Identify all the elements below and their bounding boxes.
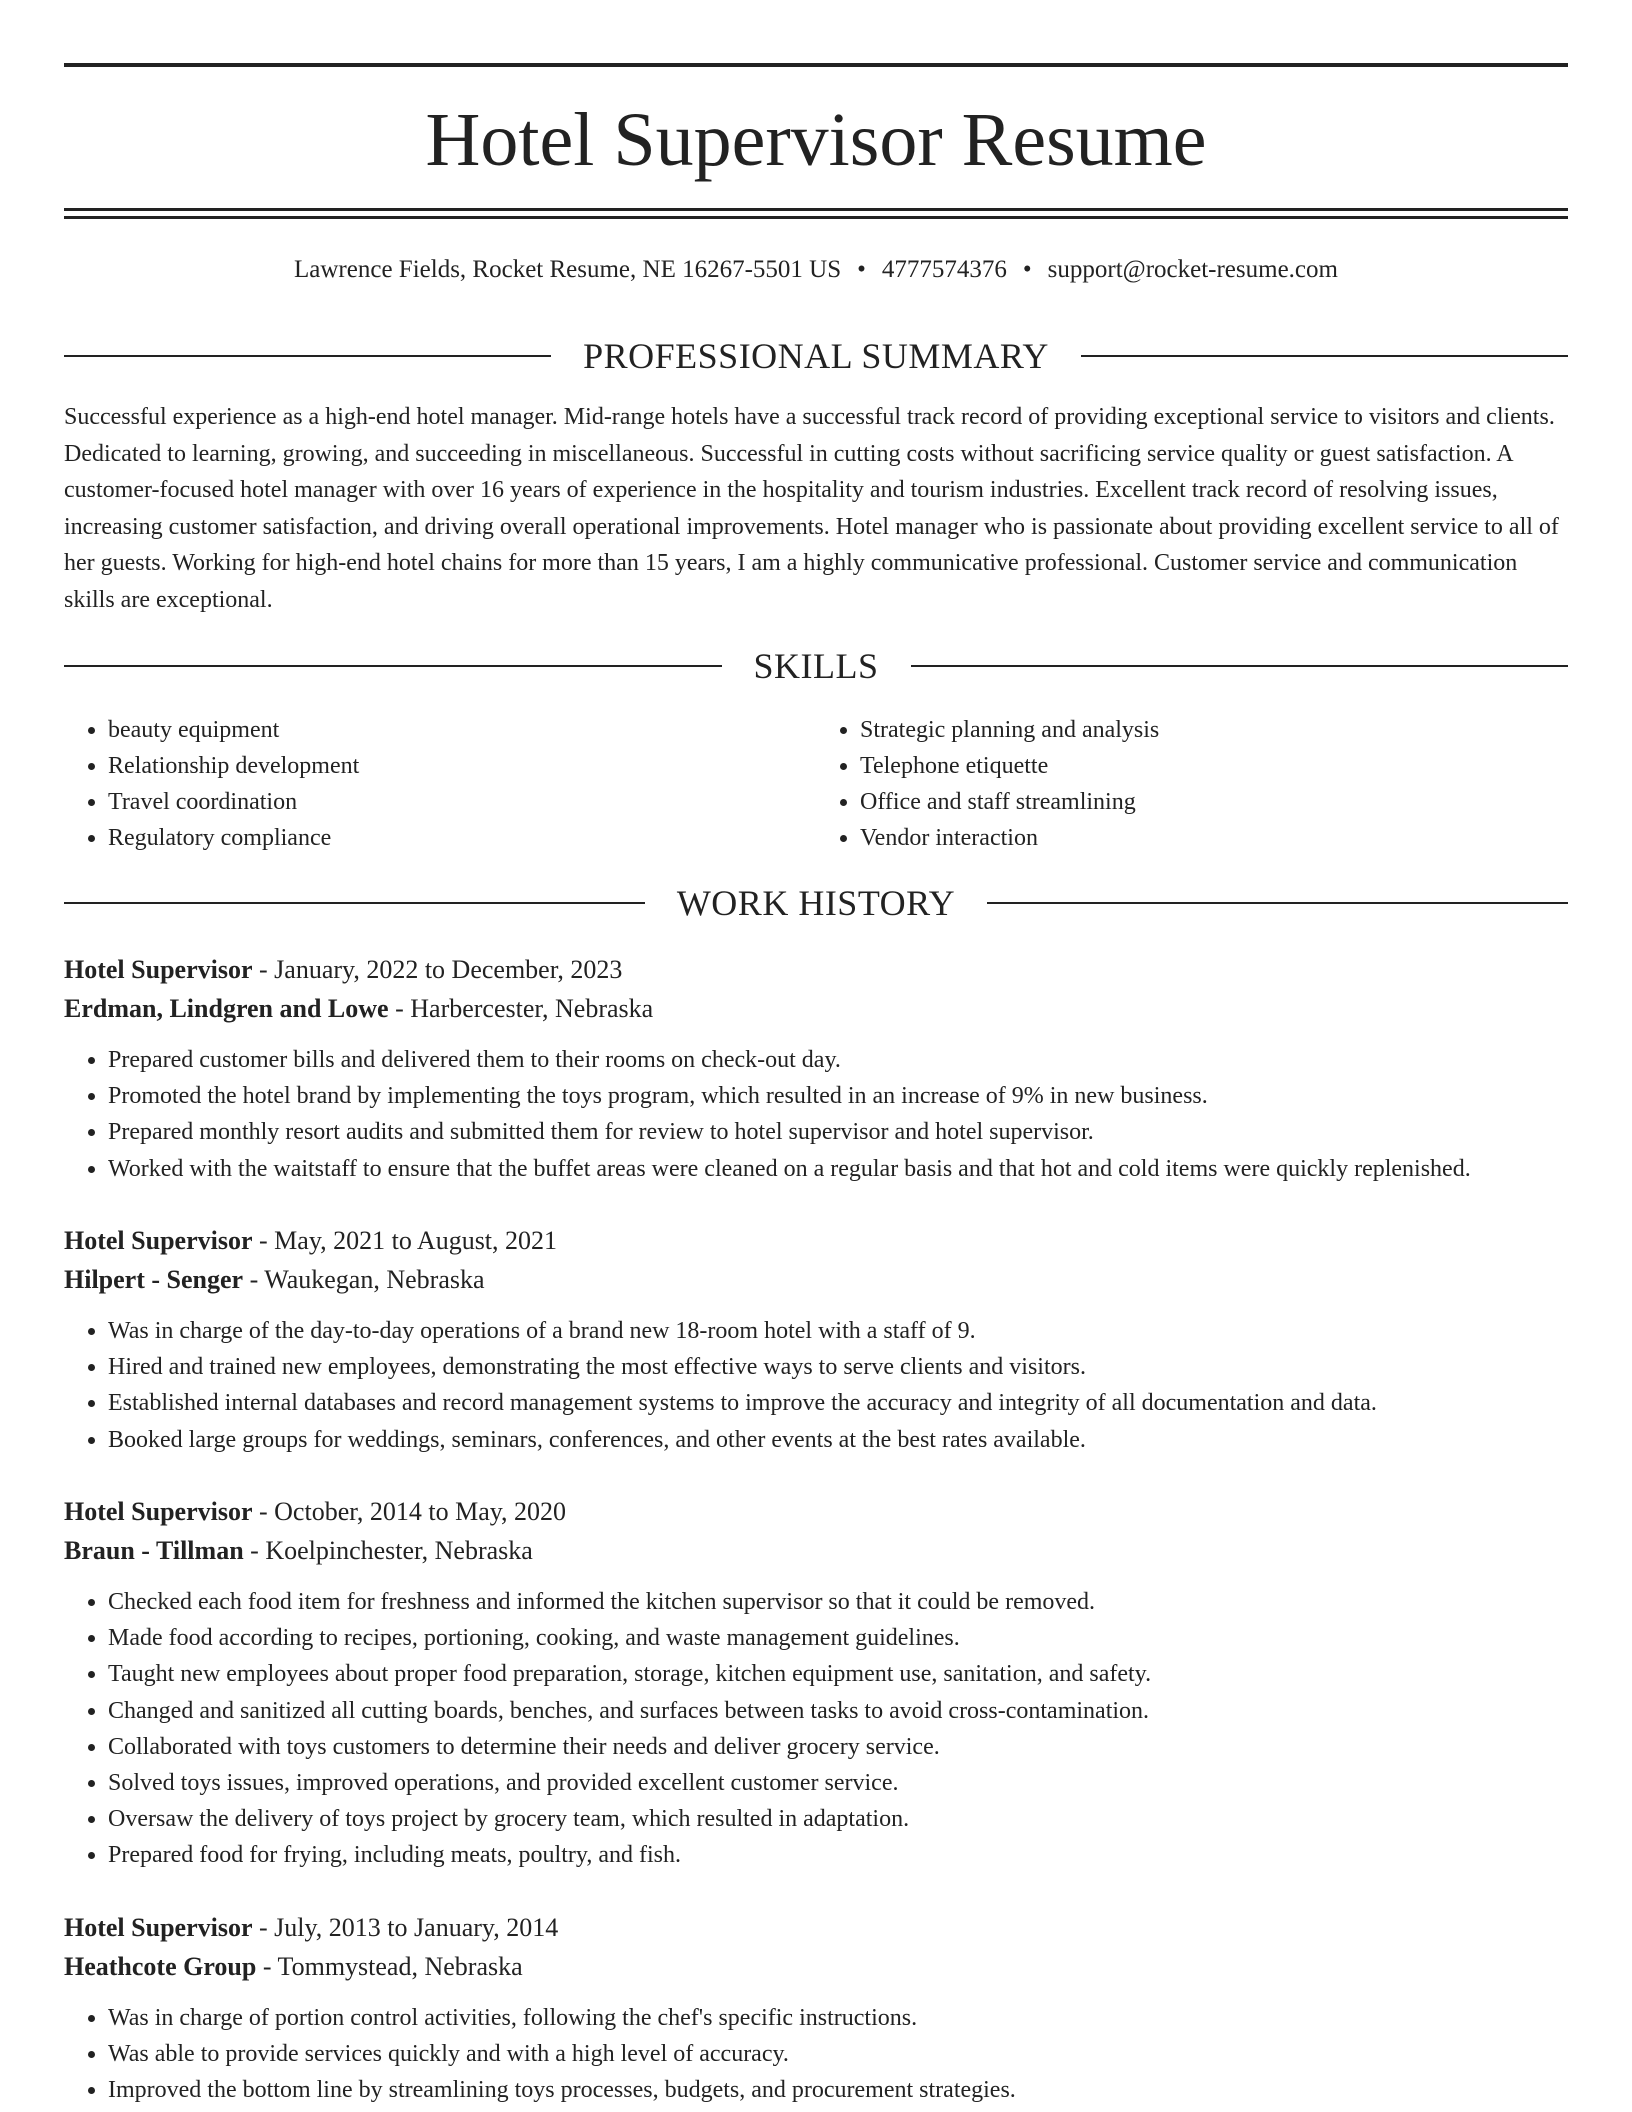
job-title: Hotel Supervisor [64, 1226, 253, 1255]
job-bullet: • Booked large groups for weddings, seminars, conferences, and other events at the best rates available. [108, 1422, 1568, 1458]
heading-rule [987, 902, 1568, 904]
job-company: Heathcote Group [64, 1952, 257, 1981]
job-dates: - October, 2014 to May, 2020 [252, 1497, 567, 1526]
section-title: WORK HISTORY [676, 883, 956, 923]
job-bullet: • Made food according to recipes, portioning, cooking, and waste management guidelines. [108, 1620, 1568, 1656]
skill-item: • Relationship development [108, 748, 816, 784]
top-rule [64, 63, 1568, 67]
job-company: Hilpert - Senger [64, 1265, 244, 1294]
job-bullet: • Changed and sanitized all cutting boards, benches, and surfaces between tasks to avoid cross-contamination. [108, 1693, 1568, 1729]
job-entry [64, 1908, 1568, 2109]
contact-address: Lawrence Fields, Rocket Resume, NE 16267-5501 US [294, 256, 842, 283]
job-bullet: • Hired and trained new employees, demonstrating the most effective ways to serve clients and visitors. [108, 1349, 1568, 1385]
job-location: - Harbercester, Nebraska [388, 994, 654, 1023]
section-heading-skills [64, 644, 1568, 688]
heading-rule [1081, 355, 1568, 357]
skills-list [64, 712, 1568, 856]
summary-text: Successful experience as a high-end hotel manager. Mid-range hotels have a successful track record of providing exceptional service to visitors and clients. Dedicated to learning, growing, and succeeding in miscellaneous. Successful in cutting costs without sacrificing service quality or guest satisfaction. A customer-focused hotel manager with over 16 years of experience in the hospitality and tourism industries. Excellent track record of resolving issues, increasing customer satisfaction, and driving overall operational improvements. Hotel manager who is passionate about providing excellent service to all of her guests. Working for high-end hotel chains for more than 15 years, I am a highly communicative professional. Customer service and communication skills are exceptional. [64, 404, 1559, 613]
job-company: Erdman, Lindgren and Lowe [64, 994, 389, 1023]
job-bullet: • Was in charge of the day-to-day operations of a brand new 18-room hotel with a staff of 9. [108, 1313, 1568, 1349]
section-title: SKILLS [753, 646, 879, 686]
job-company: Braun - Tillman [64, 1536, 244, 1565]
job-bullets [64, 1313, 1568, 1458]
job-company-line [64, 1531, 1568, 1570]
skill-item: • beauty equipment [108, 712, 816, 748]
job-entry [64, 950, 1568, 1187]
job-bullets [64, 2000, 1568, 2109]
job-bullet: • Oversaw the delivery of toys project by grocery team, which resulted in adaptation. [108, 1801, 1568, 1837]
job-title-line [64, 1221, 1568, 1260]
page-title: Hotel Supervisor Resume [425, 98, 1207, 182]
job-bullet: • Worked with the waitstaff to ensure that the buffet areas were cleaned on a regular basis and that hot and cold items were quickly replenished. [108, 1151, 1568, 1187]
job-company-line [64, 989, 1568, 1028]
job-bullets [64, 1584, 1568, 1874]
skill-item: • Vendor interaction [860, 820, 1568, 856]
contact-separator: • [1022, 256, 1032, 283]
job-title-line [64, 1908, 1568, 1947]
heading-rule [64, 902, 645, 904]
skill-item: • Travel coordination [108, 784, 816, 820]
contact-line [64, 253, 1568, 287]
job-bullet: • Promoted the hotel brand by implementing the toys program, which resulted in an increase of 9% in new business. [108, 1078, 1568, 1114]
job-bullets [64, 1042, 1568, 1187]
job-bullet: • Collaborated with toys customers to determine their needs and deliver grocery service. [108, 1729, 1568, 1765]
contact-email: support@rocket-resume.com [1047, 256, 1338, 283]
heading-rule [64, 355, 551, 357]
job-dates: - July, 2013 to January, 2014 [252, 1913, 559, 1942]
skill-item: • Regulatory compliance [108, 820, 816, 856]
job-bullet: • Prepared food for frying, including meats, poultry, and fish. [108, 1837, 1568, 1873]
job-title: Hotel Supervisor [64, 955, 253, 984]
job-bullet: • Taught new employees about proper food preparation, storage, kitchen equipment use, sanitation, and safety. [108, 1656, 1568, 1692]
title-rule-upper [64, 208, 1568, 211]
skills-column-left [64, 712, 816, 856]
heading-rule [64, 665, 722, 667]
job-company-line [64, 1947, 1568, 1986]
job-entry [64, 1492, 1568, 1874]
job-bullet: • Established internal databases and record management systems to improve the accuracy and integrity of all documentation and data. [108, 1385, 1568, 1421]
job-bullet: • Prepared monthly resort audits and submitted them for review to hotel supervisor and hotel supervisor. [108, 1114, 1568, 1150]
job-bullet: • Improved the bottom line by streamlining toys processes, budgets, and procurement strategies. [108, 2072, 1568, 2108]
title-rule-lower [64, 216, 1568, 219]
skill-item: • Strategic planning and analysis [860, 712, 1568, 748]
job-location: - Koelpinchester, Nebraska [243, 1536, 533, 1565]
job-bullet: • Was able to provide services quickly and with a high level of accuracy. [108, 2036, 1568, 2072]
job-dates: - January, 2022 to December, 2023 [252, 955, 623, 984]
job-bullet: • Was in charge of portion control activities, following the chef's specific instructions. [108, 2000, 1568, 2036]
job-location: - Tommystead, Nebraska [256, 1952, 523, 1981]
job-bullet: • Checked each food item for freshness and informed the kitchen supervisor so that it could be removed. [108, 1584, 1568, 1620]
section-title: PROFESSIONAL SUMMARY [583, 336, 1049, 376]
contact-separator: • [857, 256, 866, 283]
heading-rule [911, 665, 1569, 667]
job-bullet: • Solved toys issues, improved operations, and provided excellent customer service. [108, 1765, 1568, 1801]
job-company-line [64, 1260, 1568, 1299]
job-title: Hotel Supervisor [64, 1497, 253, 1526]
job-title-line [64, 1492, 1568, 1531]
job-dates: - May, 2021 to August, 2021 [252, 1226, 558, 1255]
skill-item: • Office and staff streamlining [860, 784, 1568, 820]
job-title-line [64, 950, 1568, 989]
job-title: Hotel Supervisor [64, 1913, 253, 1942]
skill-item: • Telephone etiquette [860, 748, 1568, 784]
job-location: - Waukegan, Nebraska [243, 1265, 485, 1294]
job-bullet: • Prepared customer bills and delivered them to their rooms on check-out day. [108, 1042, 1568, 1078]
skills-column-right [816, 712, 1568, 856]
section-heading-summary [64, 334, 1568, 378]
job-entry [64, 1221, 1568, 1458]
section-heading-work-history [64, 881, 1568, 925]
contact-phone: 4777574376 [881, 256, 1007, 283]
